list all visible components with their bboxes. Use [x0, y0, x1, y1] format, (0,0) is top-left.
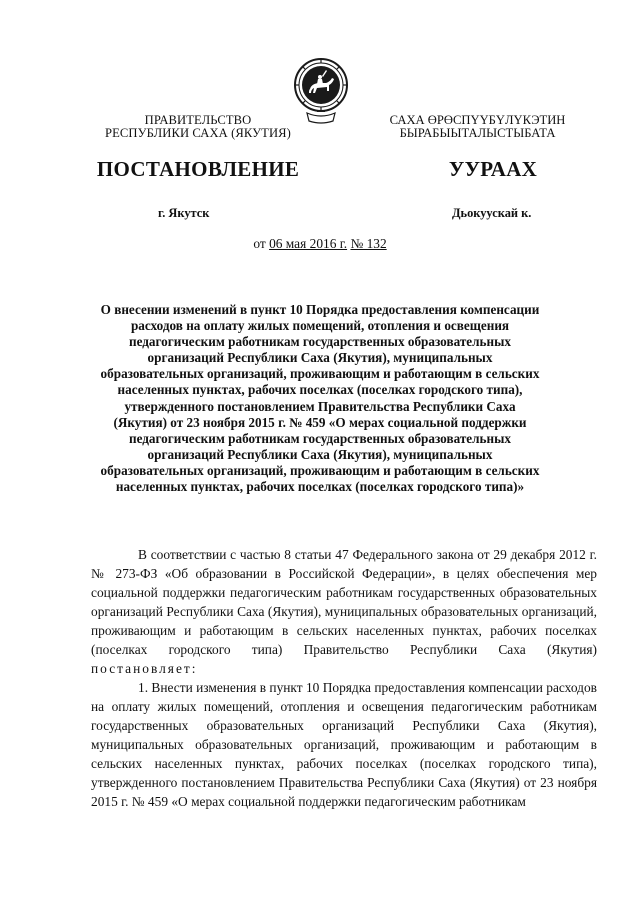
government-name-line1: ПРАВИТЕЛЬСТВО — [144, 113, 252, 127]
date-prefix: от — [253, 236, 266, 251]
government-name-russian — [100, 114, 296, 140]
document-number: № 132 — [350, 236, 387, 251]
title-line: организаций Республики Саха (Якутия), муниципальных — [147, 446, 493, 462]
preamble-text: В соответствии с частью 8 статьи 47 Федерального закона от 29 декабря 2012 г. № 273-ФЗ «Об образовании в Российской Федерации», в целях обеспечения мер социальной поддержки педагогическим работникам государственных образовательных организаций Республики Саха (Якутия), муниципальных образовательных организаций, проживающим и работающим в сельских населенных пунктах, рабочих поселках (поселках городского типа) Правительство Республики Саха (Якутия) — [91, 547, 597, 657]
document-body — [91, 545, 597, 811]
coat-of-arms-icon — [293, 55, 349, 135]
title-line: организаций Республики Саха (Якутия), муниципальных — [147, 350, 493, 366]
document-type-russian: ПОСТАНОВЛЕНИЕ — [96, 157, 300, 181]
government-name-yakut — [371, 114, 584, 140]
document-date: 06 мая 2016 г. — [269, 236, 348, 251]
title-line: образовательных организаций, проживающим и работающим в сельских — [100, 366, 540, 382]
government-name-line2: РЕСПУБЛИКИ САХА (ЯКУТИЯ) — [105, 126, 291, 140]
title-line: утвержденного постановлением Правительства Республики Саха — [124, 398, 516, 414]
clause-1-paragraph: 1. Внести изменения в пункт 10 Порядка предоставления компенсации расходов на оплату жилых помещений, отопления и освещения педагогическим работникам государственных образовательных организаций Республики Саха (Якутия), муниципальных образовательных организаций, проживающим и работающим в сельских населенных пунктах, рабочих поселках (поселках городского типа), утвержденного постановлением Правительства Республики Саха (Якутия) от 23 ноября 2015 г. № 459 «О мерах социальной поддержки педагогическим работникам — [91, 680, 597, 809]
resolves-word: постановляет: — [91, 661, 198, 676]
title-line: образовательных организаций, проживающим и работающим в сельских — [100, 462, 540, 478]
city-russian: г. Якутск — [158, 206, 210, 220]
document-date-number — [0, 236, 640, 252]
document-type-yakut: УУРААХ — [448, 157, 538, 181]
title-line: О внесении изменений в пункт 10 Порядка предоставления компенсации — [100, 302, 540, 317]
title-line: населенных пунктах, рабочих поселках (поселках городского типа)» — [115, 479, 525, 495]
title-line: населенных пунктах, рабочих поселках (поселках городского типа), — [117, 382, 523, 398]
title-line: расходов на оплату жилых помещений, отопления и освещения — [130, 318, 510, 334]
title-line: педагогическим работникам государственных образовательных — [128, 430, 512, 446]
government-name-yakut-line1: САХА ӨРӨСПYYБYЛYКЭТИН — [389, 113, 566, 127]
title-line: педагогическим работникам государственных образовательных — [128, 334, 512, 350]
government-name-yakut-line2: БЫРАБЫЫТАЛЫСТЫБАТА — [399, 126, 556, 140]
document-title — [88, 302, 552, 495]
city-yakut: Дьокуускай к. — [452, 206, 532, 220]
title-line: (Якутия) от 23 ноября 2015 г. № 459 «О мерах социальной поддержки — [113, 414, 527, 430]
preamble-paragraph — [91, 545, 597, 678]
